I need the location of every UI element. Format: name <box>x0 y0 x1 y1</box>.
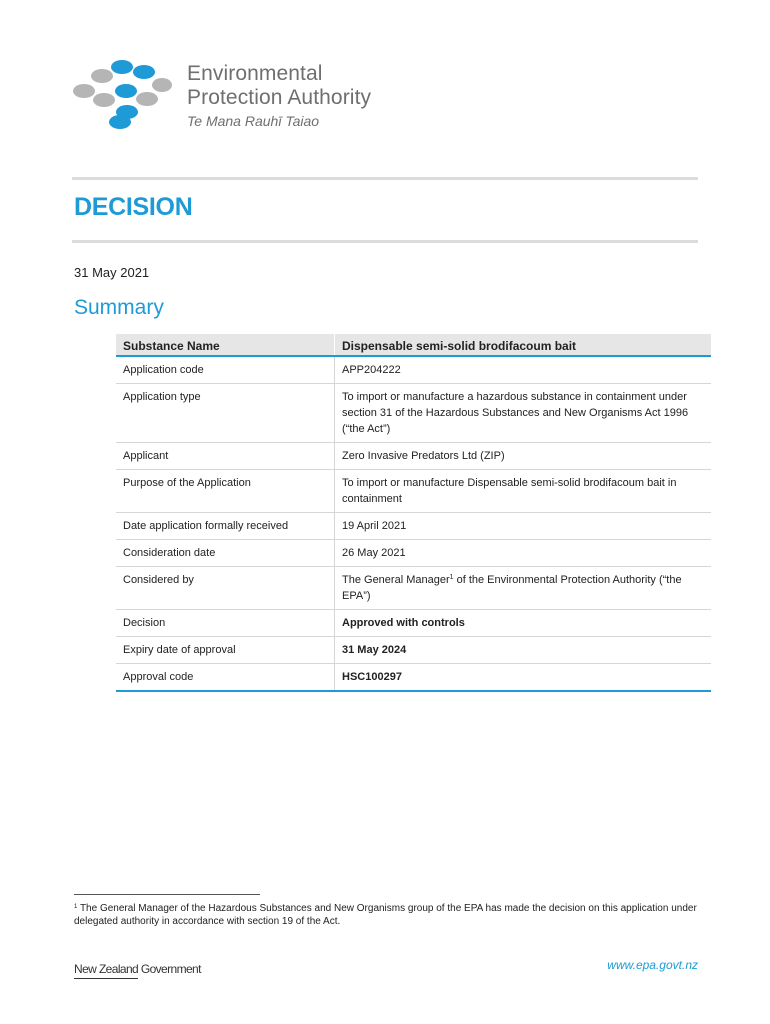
row-label: Applicant <box>116 443 335 470</box>
title-divider <box>72 240 698 243</box>
row-value: To import or manufacture a hazardous substance in containment under section 31 of the Hazardous Substances and New Organisms Act 1996 (“the Act”) <box>335 384 712 443</box>
row-label: Decision <box>116 610 335 637</box>
row-value: Zero Invasive Predators Ltd (ZIP) <box>335 443 712 470</box>
table-row <box>116 470 711 513</box>
row-label: Consideration date <box>116 540 335 567</box>
table-row <box>116 637 711 664</box>
footnote-text: The General Manager of the Hazardous Substances and New Organisms group of the EPA has made the decision on this application under delegated authority in accordance with section 19 of the Act. <box>74 903 697 927</box>
considered-by-text: The General Manager <box>342 574 450 586</box>
organization-name <box>187 62 371 131</box>
government-logo-underline <box>74 978 138 979</box>
table-header-row <box>116 334 711 356</box>
footnote-marker: 1 <box>74 904 78 910</box>
row-value: APP204222 <box>335 356 712 384</box>
table-row <box>116 443 711 470</box>
row-label: Approval code <box>116 664 335 692</box>
row-value: 26 May 2021 <box>335 540 712 567</box>
nz-government-logo <box>74 962 201 976</box>
row-value <box>335 567 712 610</box>
substance-name-value: Dispensable semi-solid brodifacoum bait <box>335 334 712 356</box>
substance-name-label: Substance Name <box>116 334 335 356</box>
footnote <box>74 902 704 928</box>
row-label: Application type <box>116 384 335 443</box>
decision-date: 31 May 2021 <box>74 265 150 280</box>
row-label: Expiry date of approval <box>116 637 335 664</box>
approval-code-value: HSC100297 <box>335 664 712 692</box>
epa-logo <box>72 58 412 132</box>
summary-table <box>116 334 711 692</box>
org-name-line1: Environmental <box>187 62 323 85</box>
expiry-date-value: 31 May 2024 <box>335 637 712 664</box>
row-value: 19 April 2021 <box>335 513 712 540</box>
footnote-divider <box>74 894 260 895</box>
table-row <box>116 664 711 692</box>
website-link[interactable]: www.epa.govt.nz <box>607 958 698 972</box>
org-name-line2: Protection Authority <box>187 86 372 109</box>
row-label: Application code <box>116 356 335 384</box>
org-maori-name: Te Mana Rauhī Taiao <box>187 113 320 129</box>
section-heading: Summary <box>74 296 164 319</box>
decision-value: Approved with controls <box>335 610 712 637</box>
table-row <box>116 540 711 567</box>
government-name: New Zealand Government <box>74 962 201 976</box>
row-label: Date application formally received <box>116 513 335 540</box>
row-label: Considered by <box>116 567 335 610</box>
table-row <box>116 567 711 610</box>
table-row <box>116 384 711 443</box>
table-row <box>116 610 711 637</box>
table-row <box>116 513 711 540</box>
table-row <box>116 356 711 384</box>
footnote-reference[interactable]: 1 <box>449 574 454 581</box>
epa-dots-logo-icon <box>72 58 176 130</box>
document-title: DECISION <box>74 193 193 221</box>
row-value: To import or manufacture Dispensable semi-solid brodifacoum bait in containment <box>335 470 712 513</box>
top-divider <box>72 177 698 180</box>
considered-by-text-cont: of the Environmental Protection Authority (“the EPA”) <box>342 574 682 602</box>
row-label: Purpose of the Application <box>116 470 335 513</box>
